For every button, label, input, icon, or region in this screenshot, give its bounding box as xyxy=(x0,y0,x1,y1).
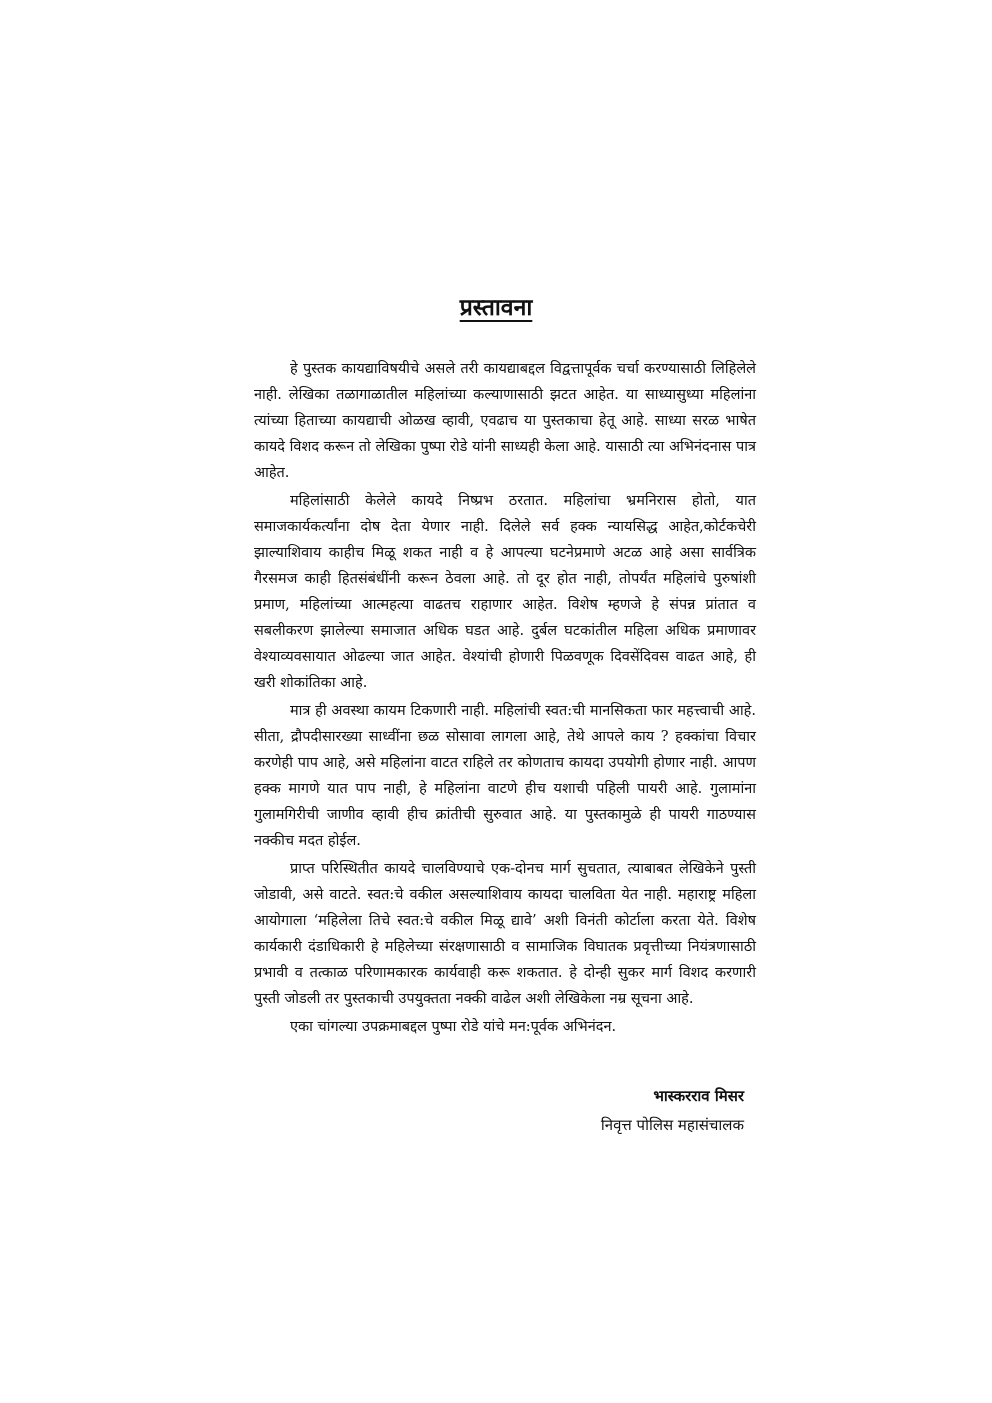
signatory-name: भास्करराव मिसर xyxy=(653,1087,744,1105)
page-title: प्रस्तावना xyxy=(459,294,533,321)
preface-body xyxy=(254,356,756,1042)
paragraph-3: मात्र ही अवस्था कायम टिकणारी नाही. महिलांची स्वत:ची मानसिकता फार महत्त्वाची आहे. सीता, द्रौपदीसारख्या साध्वींना छळ सोसावा लागला आहे, तेथे आपले काय ? हक्कांचा विचार करणेही पाप आहे, असे महिलांना वाटत राहिले तर कोणताच कायदा उपयोगी होणार नाही. आपण हक्क मागणे यात पाप नाही, हे महिलांना वाटणे हीच यशाची पहिली पायरी आहे. गुलामांना गुलामगिरीची जाणीव व्हावी हीच क्रांतीची सुरुवात आहे. या पुस्तकामुळे ही पायरी गाठण्यास नक्कीच मदत होईल. xyxy=(254,703,756,849)
signature-block xyxy=(601,1082,744,1140)
paragraph-2: महिलांसाठी केलेले कायदे निष्प्रभ ठरतात. महिलांचा भ्रमनिरास होतो, यात समाजकार्यकर्त्यांना दोष देता येणार नाही. दिलेले सर्व हक्क न्यायसिद्ध आहेत,कोर्टकचेरी झाल्याशिवाय काहीच मिळू शकत नाही व हे आपल्या घटनेप्रमाणे अटळ आहे असा सार्वत्रिक गैरसमज काही हितसंबंधींनी करून ठेवला आहे. तो दूर होत नाही, तोपर्यंत महिलांचे पुरुषांशी प्रमाण, महिलांच्या आत्महत्या वाढतच राहाणार आहेत. विशेष म्हणजे हे संपन्न प्रांतात व सबलीकरण झालेल्या समाजात अधिक घडत आहे. दुर्बल घटकांतील महिला अधिक प्रमाणावर वेश्याव्यवसायात ओढल्या जात आहेत. वेश्यांची होणारी पिळवणूक दिवसेंदिवस वाढत आहे, ही खरी शोकांतिका आहे. xyxy=(254,493,756,691)
paragraph-5: एका चांगल्या उपक्रमाबद्दल पुष्पा रोडे यांचे मन:पूर्वक अभिनंदन. xyxy=(290,1019,617,1035)
paragraph-1: हे पुस्तक कायद्याविषयीचे असले तरी कायद्याबद्दल विद्वत्तापूर्वक चर्चा करण्यासाठी लिहिलेले नाही. लेखिका तळागाळातील महिलांच्या कल्याणासाठी झटत आहेत. या साध्यासुध्या महिलांना त्यांच्या हिताच्या कायद्याची ओळख व्हावी, एवढाच या पुस्तकाचा हेतू आहे. साध्या सरळ भाषेत कायदे विशद करून तो लेखिका पुष्पा रोडे यांनी साध्यही केला आहे. यासाठी त्या अभिनंदनास पात्र आहेत. xyxy=(254,361,756,481)
signatory-designation: निवृत्त पोलिस महासंचालक xyxy=(600,1116,744,1134)
paragraph-4: प्राप्त परिस्थितीत कायदे चालविण्याचे एक-दोनच मार्ग सुचतात, त्याबाबत लेखिकेने पुस्ती जोडावी, असे वाटते. स्वत:चे वकील असल्याशिवाय कायदा चालविता येत नाही. महाराष्ट्र महिला आयोगाला ‘महिलेला तिचे स्वत:चे वकील मिळू द्यावे’ अशी विनंती कोर्टाला करता येते. विशेष कार्यकारी दंडाधिकारी हे महिलेच्या संरक्षणासाठी व सामाजिक विघातक प्रवृत्तीच्या नियंत्रणासाठी प्रभावी व तत्काळ परिणामकारक कार्यवाही करू शकतात. हे दोन्ही सुकर मार्ग विशद करणारी पुस्ती जोडली तर पुस्तकाची उपयुक्तता नक्की वाढेल अशी लेखिकेला नम्र सूचना आहे. xyxy=(254,861,756,1007)
